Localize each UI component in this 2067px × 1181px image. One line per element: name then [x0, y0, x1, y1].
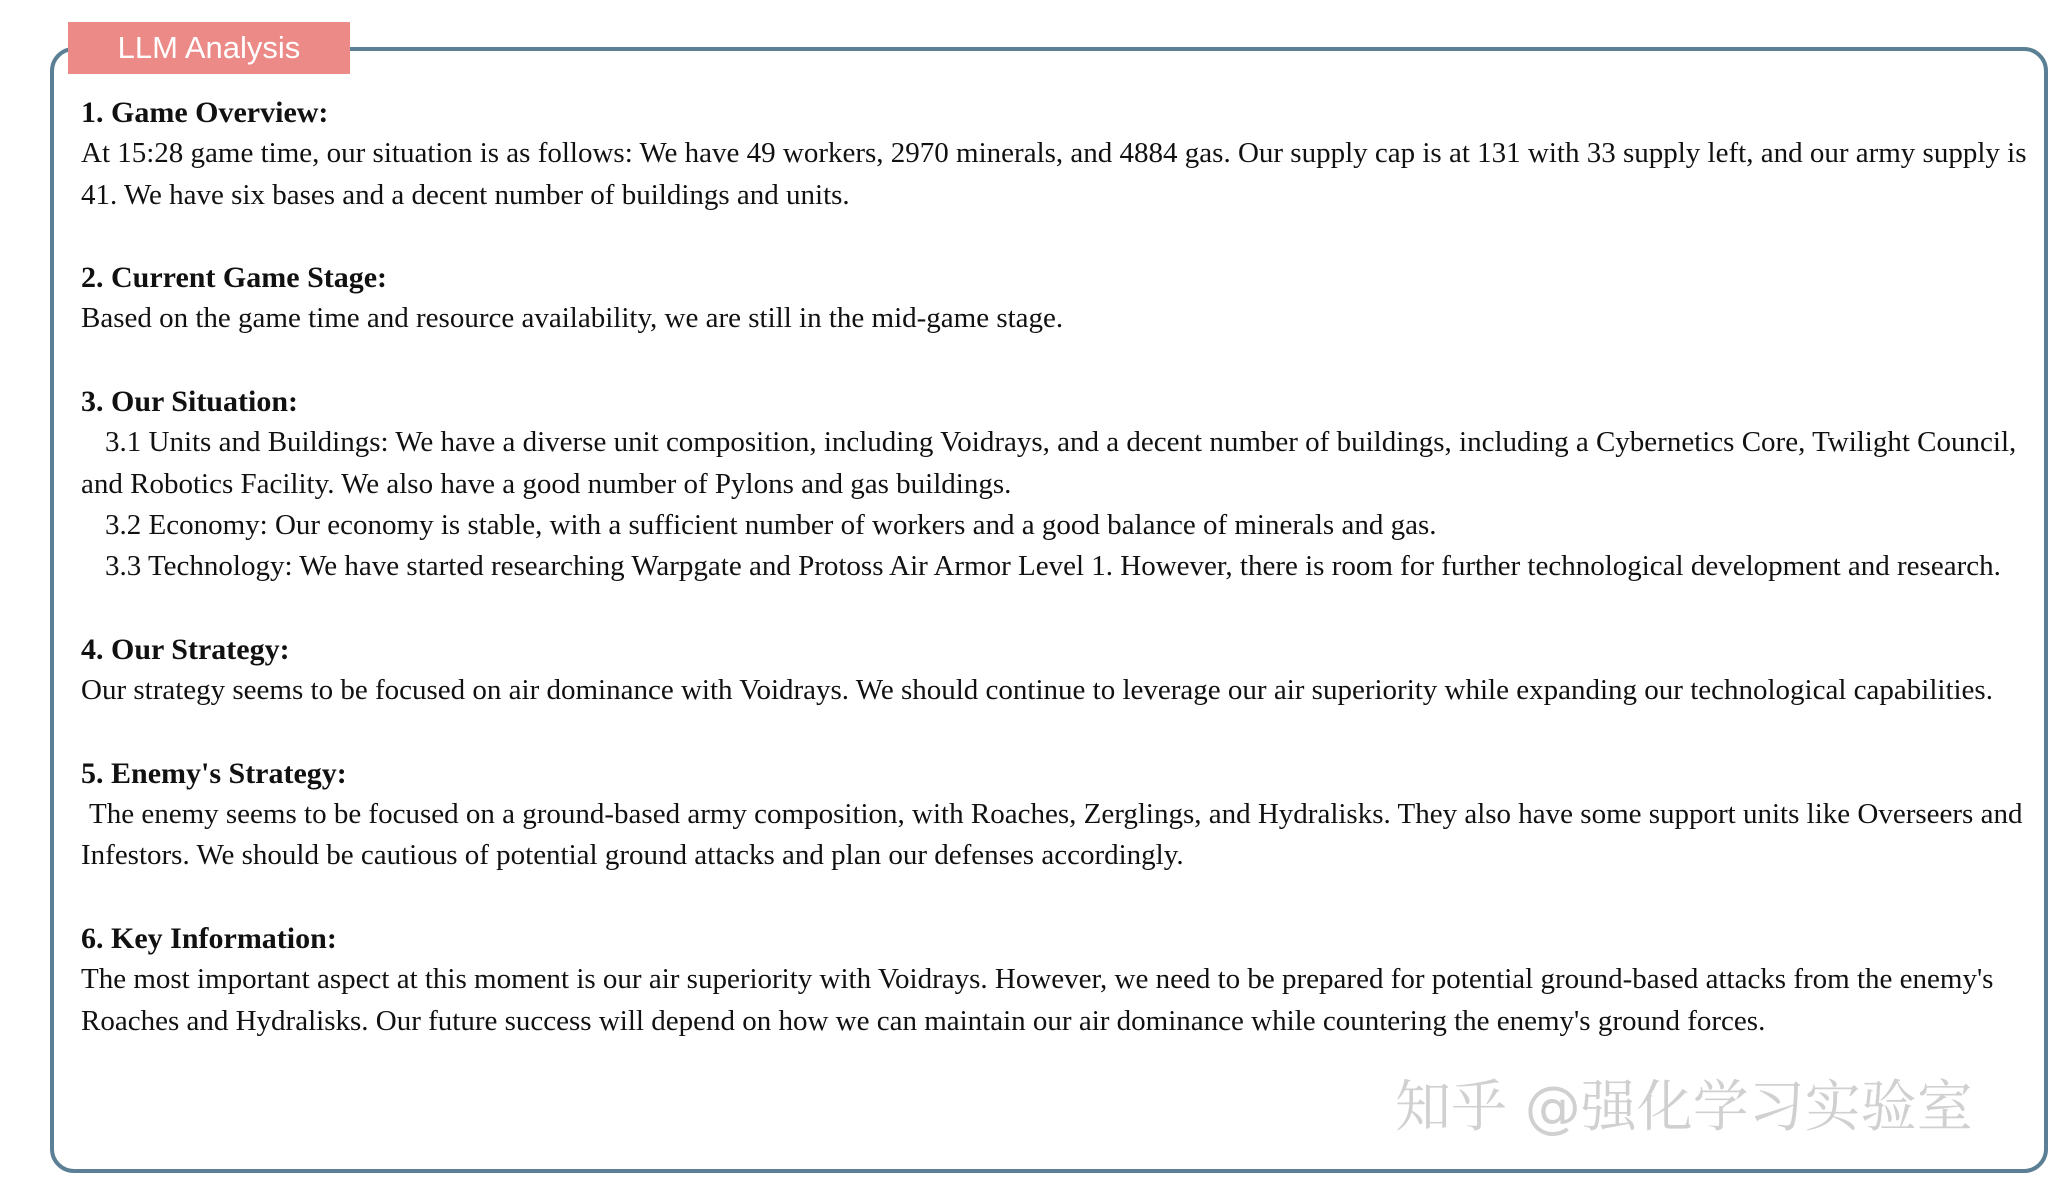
section-body: The most important aspect at this moment is our air superiority with Voidrays. However, we need to be prepared for potential ground-based attacks from the enemy's Roaches and Hydralisks. Our future success will depend on how we can maintain our air dominance while countering the enemy's ground forces. [81, 963, 1994, 1037]
section-our-strategy [81, 629, 2041, 712]
section-enemy-strategy [81, 753, 2041, 877]
section-heading: 1. Game Overview: [81, 96, 329, 129]
section-body: Our strategy seems to be focused on air dominance with Voidrays. We should continue to leverage our air superiority while expanding our technological capabilities. [81, 674, 1993, 707]
situation-item-technology: 3.3 Technology: We have started researching Warpgate and Protoss Air Armor Level 1. However, there is room for further technological development and research. [105, 550, 2001, 583]
section-body: Based on the game time and resource availability, we are still in the mid-game stage. [81, 302, 1064, 335]
section-current-game-stage [81, 257, 2041, 340]
panel-tab-label: LLM Analysis [68, 22, 350, 74]
section-heading: 2. Current Game Stage: [81, 261, 388, 295]
analysis-content [81, 92, 2041, 1042]
section-body: At 15:28 game time, our situation is as follows: We have 49 workers, 2970 minerals, and 4884 gas. Our supply cap is at 131 with 33 supply left, and our army supply is 41. We have six bases and a decent number of buildings and units. [81, 137, 2027, 211]
section-body: The enemy seems to be focused on a ground-based army composition, with Roaches, Zerglings, and Hydralisks. They also have some support units like Overseers and Infestors. We should be cautious of potential ground attacks and plan our defenses accordingly. [81, 798, 2023, 872]
section-heading: 3. Our Situation: [81, 385, 298, 419]
section-heading: 5. Enemy's Strategy: [81, 756, 347, 790]
section-heading: 6. Key Information: [81, 921, 337, 955]
situation-item-economy: 3.2 Economy: Our economy is stable, with a sufficient number of workers and a good balance of minerals and gas. [105, 508, 1437, 541]
situation-item-units-buildings: 3.1 Units and Buildings: We have a diverse unit composition, including Voidrays, and a decent number of buildings, including a Cybernetics Core, Twilight Council, and Robotics Facility. We also have a good number of Pylons and gas buildings. [81, 426, 2017, 500]
watermark: 知乎 @强化学习实验室 [1395, 1075, 1973, 1140]
section-key-information [81, 918, 2041, 1042]
section-game-overview [81, 92, 2041, 216]
section-our-situation [81, 381, 2041, 587]
section-heading: 4. Our Strategy: [81, 632, 290, 666]
